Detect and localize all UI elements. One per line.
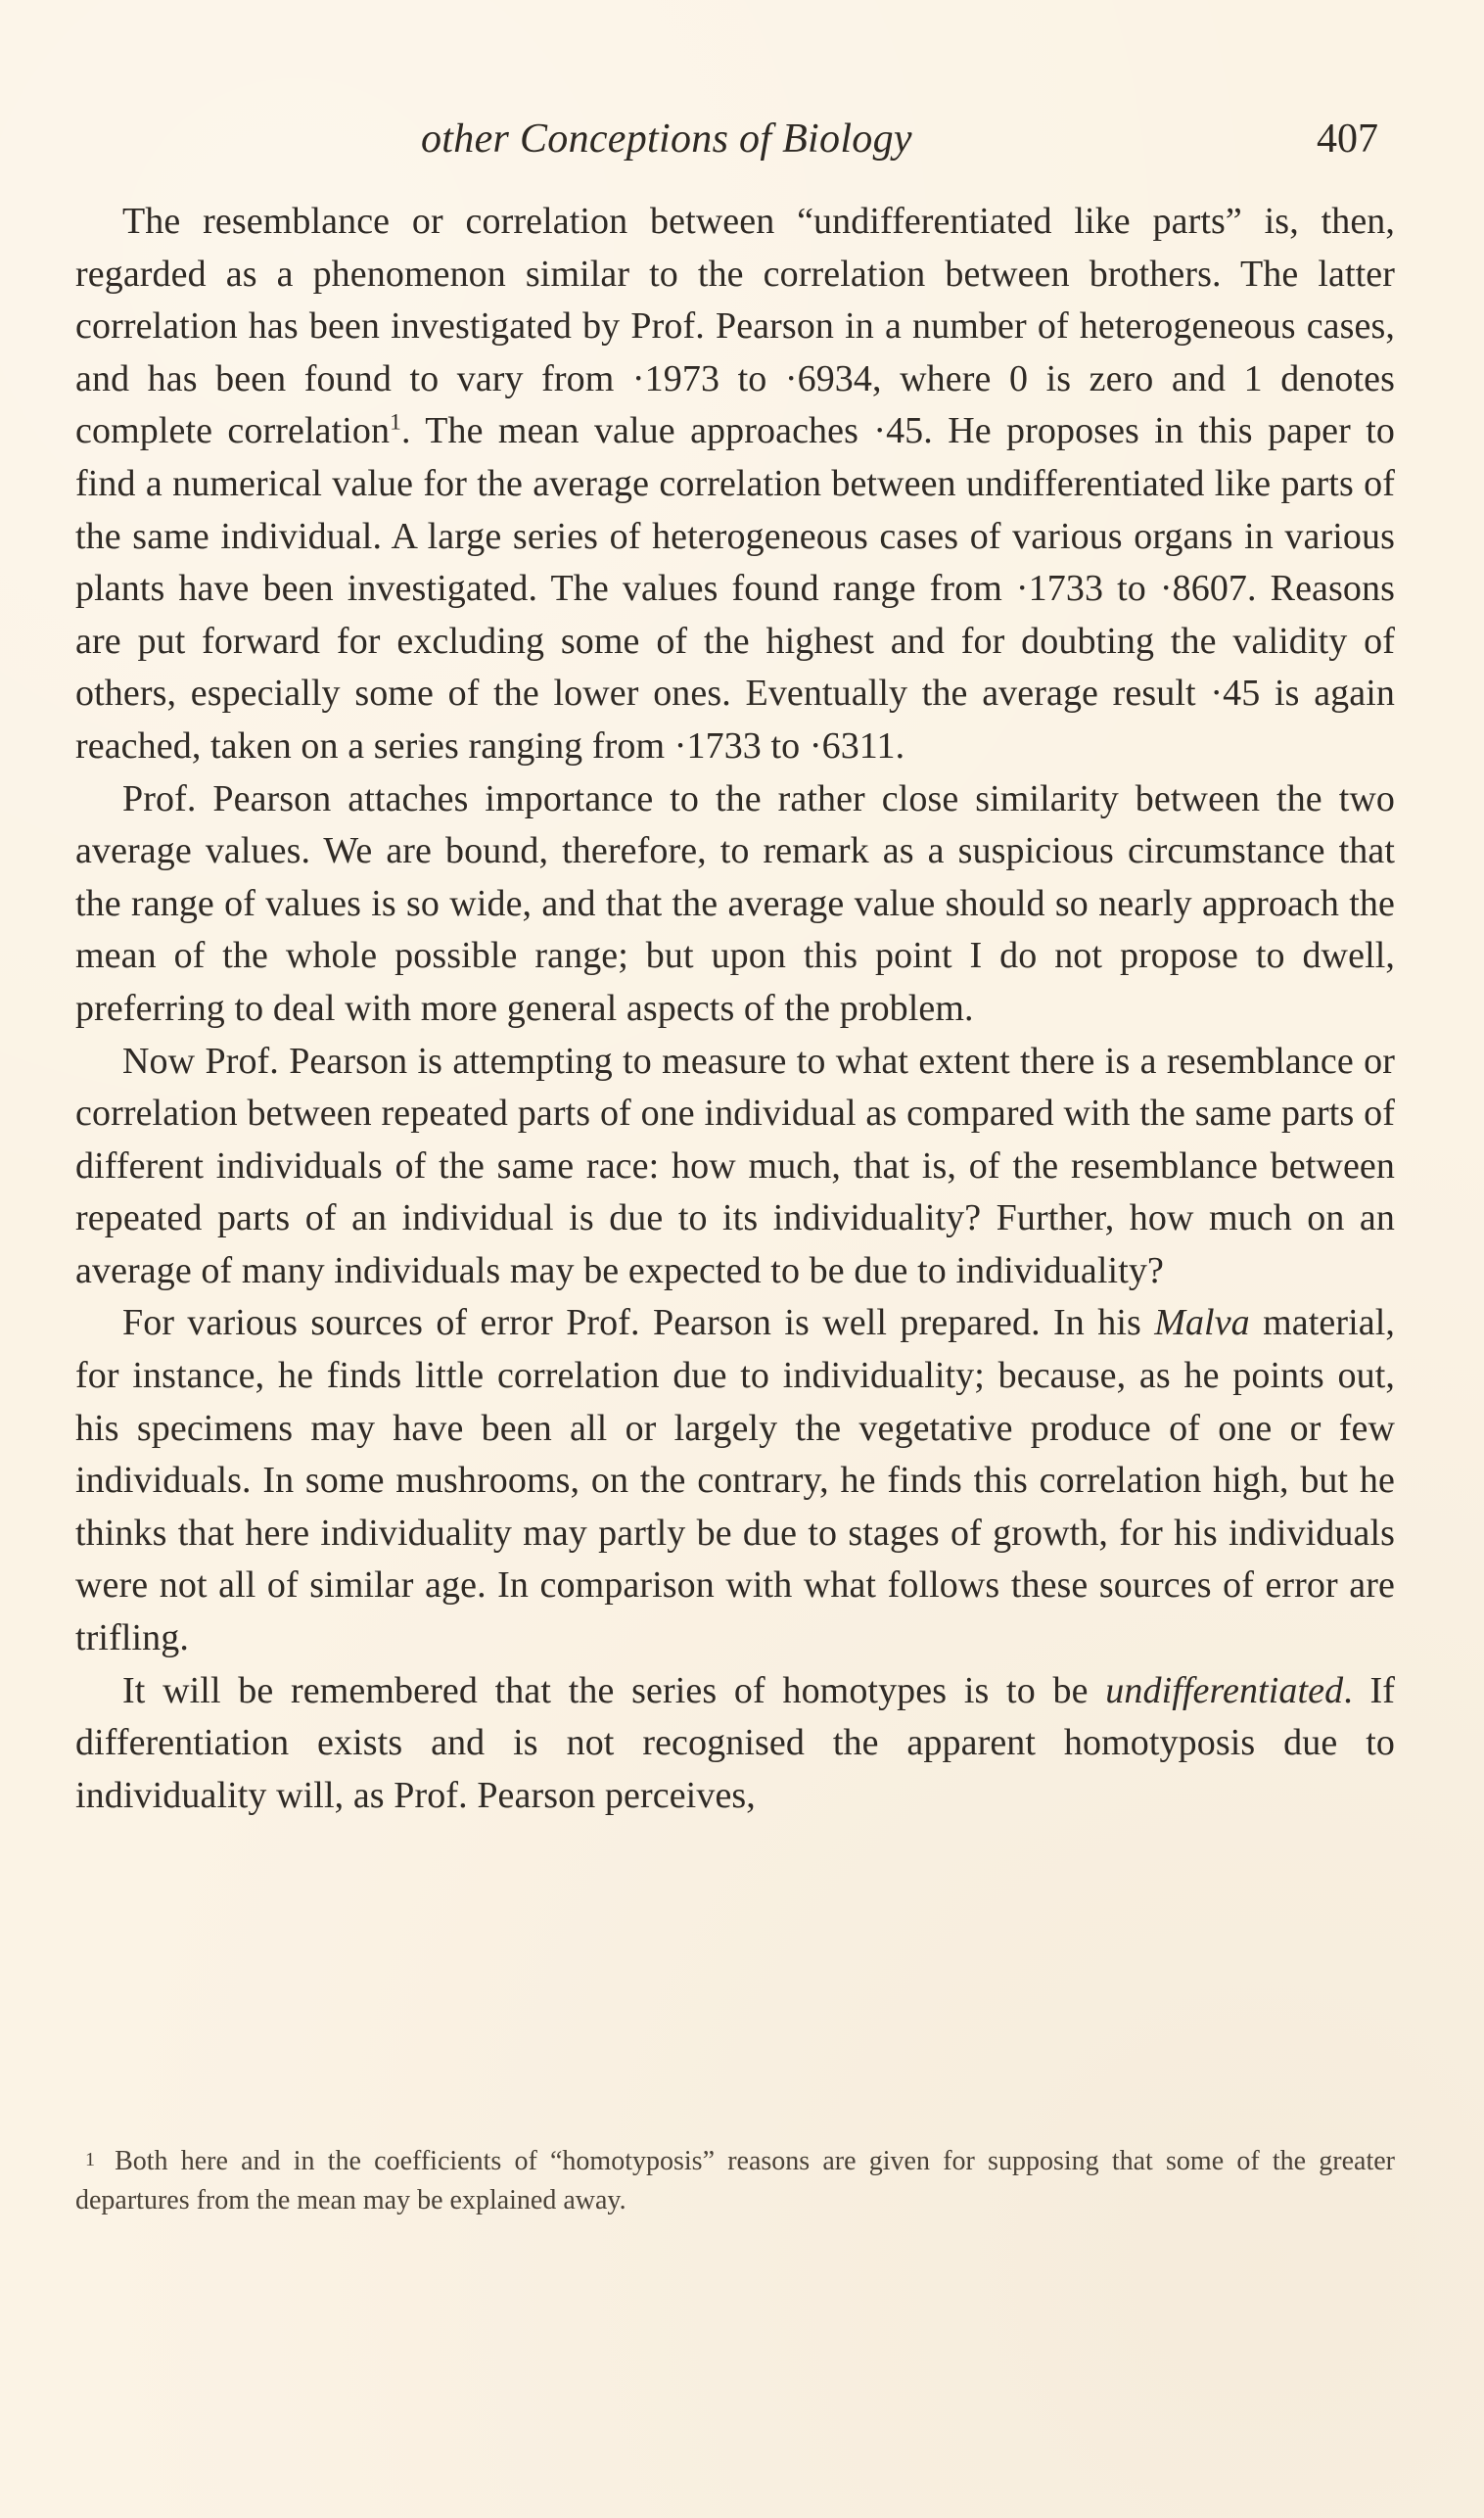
page-number: 407	[1317, 117, 1378, 162]
paragraph-1-text: The resemblance or correlation between “undifferentiated like parts” is, then, regarded as a phenomenon similar to the correlation between brothers. The latter correlation has been investigated by Prof. Pearson in a number of heterogeneous cases, and has been found to vary from ·1973 to ·6934, where 0 is zero and 1 denotes complete correlation	[75, 201, 1395, 452]
paragraph-5	[75, 1665, 1395, 1823]
footnote-reference: 1	[390, 409, 401, 436]
paragraph-1	[75, 196, 1395, 773]
paragraph-4-text-end: material, for instance, he finds little correlation due to individuality; because, as he points out, his specimens may have been all or largely the vegetative produce of one or few individuals. In some mushrooms, on the contrary, he finds this correlation high, but he thinks that here individuality may partly be due to stages of growth, for his individuals were not all of similar age. In comparison with what follows these sources of error are trifling.	[75, 1302, 1396, 1659]
paragraph-3	[75, 1036, 1395, 1298]
paragraph-4	[75, 1297, 1395, 1664]
running-title: other Conceptions of Biology	[421, 117, 912, 162]
paragraph-2	[75, 773, 1395, 1036]
footnote-text: Both here and in the coefficients of “homotyposis” reasons are given for supposing that some of the greater departures from the mean may be explained away.	[75, 2146, 1395, 2215]
species-name-malva: Malva	[1154, 1302, 1250, 1344]
footnote-mark: 1	[85, 2149, 96, 2170]
paragraph-5-text-start: It will be remembered that the series of homotypes is to be	[122, 1669, 1106, 1711]
paragraph-2-text: Prof. Pearson attaches importance to the rather close similarity between the two average values. We are bound, therefore, to remark as a suspicious circumstance that the range of values is so wide, and that the average value should so nearly approach the mean of the whole possible range; but upon this point I do not propose to dwell, preferring to deal with more general aspects of the problem.	[75, 777, 1395, 1029]
paragraph-5-text-end: . If differentiation exists and is not recognised the apparent homotyposis due to individuality will, as Prof. Pearson perceives,	[75, 1669, 1395, 1816]
undifferentiated-emphasis: undifferentiated	[1105, 1669, 1344, 1711]
paragraph-1-continuation: . The mean value approaches ·45. He proposes in this paper to find a numerical value for the average correlation between undifferentiated like parts of the same individual. A large series of heterogeneous cases of various organs in various plants have been investigated. The values found range from ·1733 to ·8607. Reasons are put forward for excluding some of the highest and for doubting the validity of others, especially some of the lower ones. Eventually the average result ·45 is again reached, taken on a series ranging from ·1733 to ·6311.	[75, 410, 1395, 767]
body-text	[75, 196, 1395, 1822]
footnote	[75, 2142, 1395, 2220]
paragraph-3-text: Now Prof. Pearson is attempting to measure to what extent there is a resemblance or correlation between repeated parts of one individual as compared with the same parts of different individuals of the same race: how much, that is, of the resemblance between repeated parts of an individual is due to its individuality? Further, how much on an average of many individuals may be expected to be due to individuality?	[75, 1040, 1395, 1291]
paragraph-4-text-start: For various sources of error Prof. Pearson is well prepared. In his	[122, 1302, 1155, 1344]
running-head	[0, 116, 1484, 174]
